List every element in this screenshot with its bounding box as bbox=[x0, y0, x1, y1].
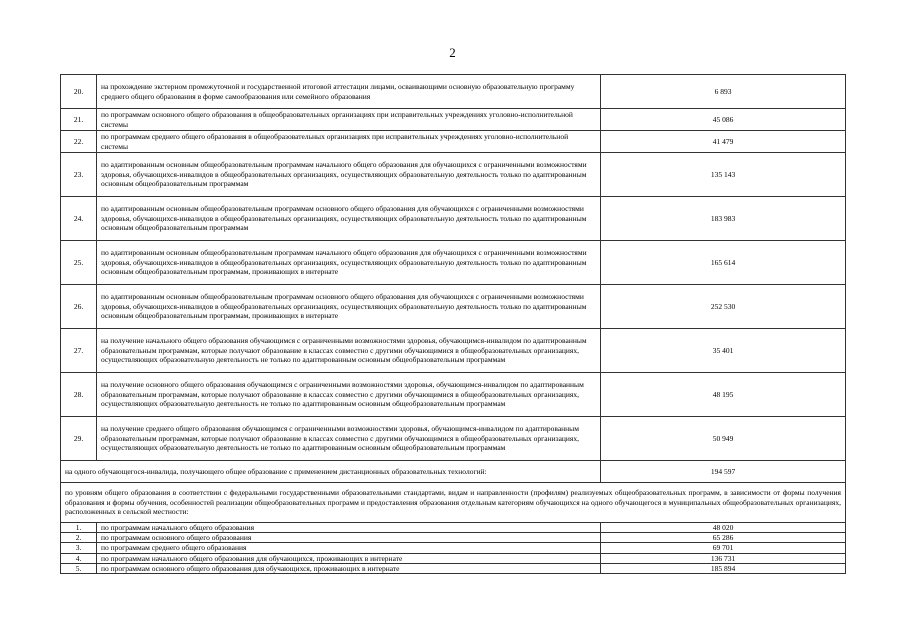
table-row bbox=[61, 131, 846, 153]
page-number: 2 bbox=[449, 45, 456, 60]
row-number: 5. bbox=[61, 563, 97, 573]
row-value: 6 893 bbox=[601, 75, 846, 109]
distance-learning-text: на одного обучающегося-инвалида, получающего общее образование с применением дистанционных образовательных технологий: bbox=[61, 461, 601, 483]
row-description: по адаптированным основным общеобразовательным программам основного общего образования для обучающихся с ограниченными возможностями здоровья, обучающихся-инвалидов в общеобразовательных организациях, осуществляющих образовательную деятельность только по адаптированным основным общеобразовательным программам bbox=[97, 197, 601, 241]
row-value: 48 195 bbox=[601, 373, 846, 417]
row-value: 165 614 bbox=[601, 241, 846, 285]
row-number: 20. bbox=[61, 75, 97, 109]
row-description: по программам начального общего образования bbox=[97, 523, 601, 533]
row-value: 45 086 bbox=[601, 109, 846, 131]
table-row bbox=[61, 553, 846, 563]
row-value: 69 701 bbox=[601, 543, 846, 553]
table-row bbox=[61, 197, 846, 241]
row-number: 23. bbox=[61, 153, 97, 197]
row-description: по адаптированным основным общеобразовательным программам основного общего образования для обучающихся с ограниченными возможностями здоровья, обучающихся-инвалидов в общеобразовательных организациях, осуществляющих образовательную деятельность только по адаптированным основным общеобразовательным программам, проживающих в интернате bbox=[97, 285, 601, 329]
table-row bbox=[61, 75, 846, 109]
table-row bbox=[61, 109, 846, 131]
row-number: 28. bbox=[61, 373, 97, 417]
row-description: по программам начального общего образования для обучающихся, проживающих в интернате bbox=[97, 553, 601, 563]
row-number: 3. bbox=[61, 543, 97, 553]
cost-norms-table bbox=[60, 74, 846, 574]
table-row bbox=[61, 563, 846, 573]
table-row bbox=[61, 285, 846, 329]
row-description: по адаптированным основным общеобразовательным программам начального общего образования для обучающихся с ограниченными возможностями здоровья, обучающихся-инвалидов в общеобразовательных организациях, осуществляющих образовательную деятельность только по адаптированным основным общеобразовательным программам bbox=[97, 153, 601, 197]
row-number: 27. bbox=[61, 329, 97, 373]
row-description: по программам основного общего образования для обучающихся, проживающих в интернате bbox=[97, 563, 601, 573]
row-number: 25. bbox=[61, 241, 97, 285]
row-description: на получение основного общего образования обучающимся с ограниченными возможностями здоровья, обучающимся-инвалидом по адаптированным образовательным программам, которые получают образование в классах совместно с другими обучающимися в общеобразовательных организациях, осуществляющих образовательную деятельность не только по адаптированным основным общеобразовательным программам bbox=[97, 373, 601, 417]
row-value: 252 530 bbox=[601, 285, 846, 329]
row-description: на получение начального общего образования обучающимся с ограниченными возможностями здоровья, обучающимся-инвалидом по адаптированным образовательным программам, которые получают образование в классах совместно с другими обучающимися в общеобразовательных организациях, осуществляющих образовательную деятельность не только по адаптированным основным общеобразовательным программам bbox=[97, 329, 601, 373]
row-description: по программам основного общего образования bbox=[97, 533, 601, 543]
row-description: по адаптированным основным общеобразовательным программам начального общего образования для обучающихся с ограниченными возможностями здоровья, обучающихся-инвалидов в общеобразовательных организациях, осуществляющих образовательную деятельность только по адаптированным основным общеобразовательным программам, проживающих в интернате bbox=[97, 241, 601, 285]
row-value: 136 731 bbox=[601, 553, 846, 563]
distance-learning-value: 194 597 bbox=[601, 461, 846, 483]
rural-section-header: по уровням общего образования в соответствии с федеральными государственными образовательными стандартами, видам и направленности (профилям) реализуемых общеобразовательных программ, в зависимости от формы получения образования и формы обучения, особенностей реализации общеобразовательных программ и предоставления образования отдельным категориям обучающихся на одного обучающегося в муниципальных общеобразовательных организациях, расположенных в сельской местности: bbox=[61, 483, 846, 523]
row-value: 185 894 bbox=[601, 563, 846, 573]
row-number: 24. bbox=[61, 197, 97, 241]
row-value: 41 479 bbox=[601, 131, 846, 153]
table-row bbox=[61, 533, 846, 543]
row-value: 135 143 bbox=[601, 153, 846, 197]
row-number: 1. bbox=[61, 523, 97, 533]
row-value: 35 401 bbox=[601, 329, 846, 373]
row-value: 50 949 bbox=[601, 417, 846, 461]
row-description: по программам основного общего образования в общеобразовательных организациях при исправительных учреждениях уголовно-исполнительной системы bbox=[97, 109, 601, 131]
table-row bbox=[61, 241, 846, 285]
row-value: 65 286 bbox=[601, 533, 846, 543]
table-row bbox=[61, 523, 846, 533]
table-row bbox=[61, 417, 846, 461]
table-row bbox=[61, 329, 846, 373]
row-number: 2. bbox=[61, 533, 97, 543]
row-description: на получение среднего общего образования обучающимся с ограниченными возможностями здоровья, обучающимся-инвалидом по адаптированным образовательным программам, которые получают образование в классах совместно с другими обучающимися в общеобразовательных организациях, осуществляющих образовательную деятельность не только по адаптированным основным общеобразовательным программам bbox=[97, 417, 601, 461]
table-row bbox=[61, 543, 846, 553]
rural-section-header-row bbox=[61, 483, 846, 523]
row-number: 21. bbox=[61, 109, 97, 131]
table-row bbox=[61, 153, 846, 197]
row-number: 22. bbox=[61, 131, 97, 153]
table-row bbox=[61, 373, 846, 417]
row-description: по программам среднего общего образования bbox=[97, 543, 601, 553]
row-description: на прохождение экстерном промежуточной и государственной итоговой аттестации лицами, осваивающими основную образовательную программу среднего общего образования в форме самообразования или семейного образования bbox=[97, 75, 601, 109]
distance-learning-row bbox=[61, 461, 846, 483]
row-value: 183 983 bbox=[601, 197, 846, 241]
row-number: 4. bbox=[61, 553, 97, 563]
row-number: 29. bbox=[61, 417, 97, 461]
row-value: 48 020 bbox=[601, 523, 846, 533]
row-description: по программам среднего общего образования в общеобразовательных организациях при исправительных учреждениях уголовно-исполнительной системы bbox=[97, 131, 601, 153]
row-number: 26. bbox=[61, 285, 97, 329]
